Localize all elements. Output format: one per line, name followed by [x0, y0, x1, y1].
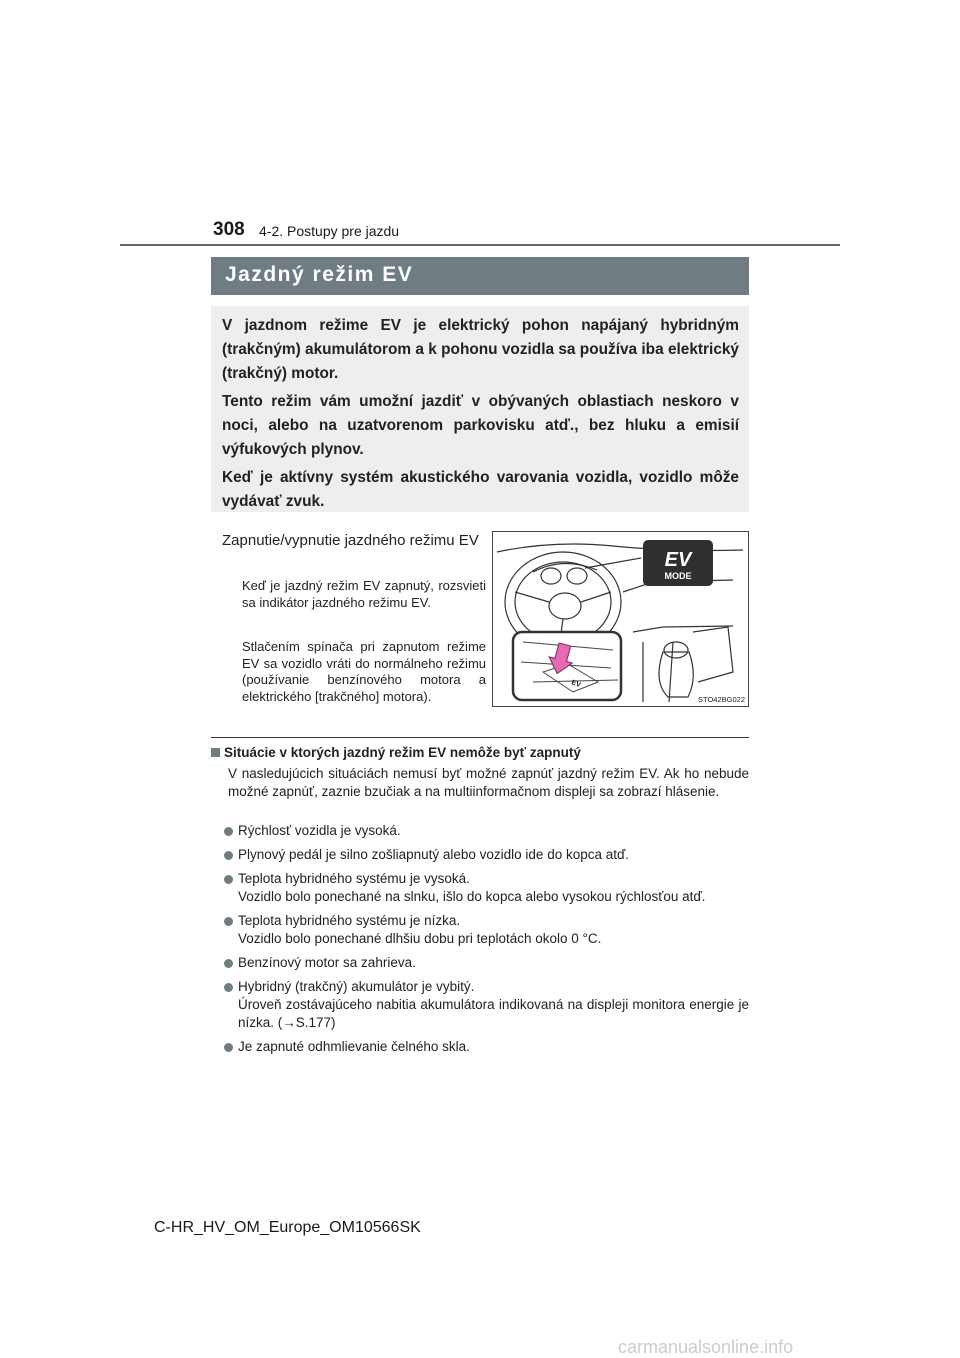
ev-button-label: EV	[570, 679, 582, 690]
intro-box	[211, 306, 749, 512]
bullet-dot-icon	[224, 851, 233, 860]
list-item: Rýchlosť vozidla je vysoká.	[224, 822, 749, 840]
bullet-dot-icon	[224, 875, 233, 884]
bullet-dot-icon	[224, 827, 233, 836]
ev-badge-text: EV	[664, 549, 692, 571]
intro-paragraph: V jazdnom režime EV je elektrický pohon napájaný hybridným (trakčným) akumulátorom a k pohonu vozidla sa používa iba elektrický (trakčný) motor.	[222, 317, 739, 382]
page-title: Jazdný režim EV	[211, 257, 749, 295]
watermark: carmanualsonline.info	[618, 1337, 794, 1357]
intro-paragraph: Tento režim vám umožní jazdiť v obývaných oblastiach neskoro v noci, alebo na uzatvorenom parkovisku atď., bez hluku a emisií výfukových plynov.	[222, 393, 739, 458]
footer-doc-id: C-HR_HV_OM_Europe_OM10566SK	[154, 1219, 421, 1236]
section-label: 4-2. Postupy pre jazdu	[259, 223, 400, 239]
page-number: 308	[213, 219, 245, 240]
list-item: Hybridný (trakčný) akumulátor je vybitý. Úroveň zostávajúceho nabitia akumulátora indikovaná na displeji monitora energie je nízka. (→S.177)	[224, 978, 749, 1032]
situations-list	[224, 822, 749, 1062]
list-item: Benzínový motor sa zahrieva.	[224, 954, 749, 972]
ev-toggle-text: Stlačením spínača pri zapnutom režime EV sa vozidlo vráti do normálneho režimu (používanie benzínového motora a elektrického [trakčného] motora).	[242, 639, 486, 704]
square-bullet-icon	[211, 748, 220, 757]
ev-switch-illustration	[492, 531, 749, 707]
section-divider	[211, 737, 749, 738]
bullet-dot-icon	[224, 1043, 233, 1052]
list-item: Plynový pedál je silno zošliapnutý alebo vozidlo ide do kopca atď.	[224, 846, 749, 864]
ev-toggle-text: Keď je jazdný režim EV zapnutý, rozsvieti sa indikátor jazdného režimu EV.	[242, 578, 486, 610]
figure-code: STO42BG022	[698, 695, 745, 704]
dashboard-drawing	[493, 532, 748, 706]
situations-heading	[211, 745, 581, 760]
intro-paragraph: Keď je aktívny systém akustického varovania vozidla, vozidlo môže vydávať zvuk.	[222, 469, 739, 510]
list-item: Je zapnuté odhmlievanie čelného skla.	[224, 1038, 749, 1056]
ev-toggle-heading: Zapnutie/vypnutie jazdného režimu EV	[222, 532, 479, 549]
mode-badge-text: MODE	[664, 571, 692, 581]
situations-intro: V nasledujúcich situáciách nemusí byť možné zapnúť jazdný režim EV. Ak ho nebude možné zapnúť, zaznie bzučiak a na multiinformačnom displeji sa zobrazí hlásenie.	[228, 766, 749, 799]
list-item: Teplota hybridného systému je nízka. Vozidlo bolo ponechané dlhšiu dobu pri teplotách okolo 0 °C.	[224, 912, 749, 948]
situations-heading-text: Situácie v ktorých jazdný režim EV nemôže byť zapnutý	[224, 745, 581, 760]
bullet-dot-icon	[224, 983, 233, 992]
bullet-dot-icon	[224, 917, 233, 926]
bullet-dot-icon	[224, 959, 233, 968]
header-rule	[120, 244, 840, 246]
list-item: Teplota hybridného systému je vysoká. Vozidlo bolo ponechané na slnku, išlo do kopca alebo vysokou rýchlosťou atď.	[224, 870, 749, 906]
